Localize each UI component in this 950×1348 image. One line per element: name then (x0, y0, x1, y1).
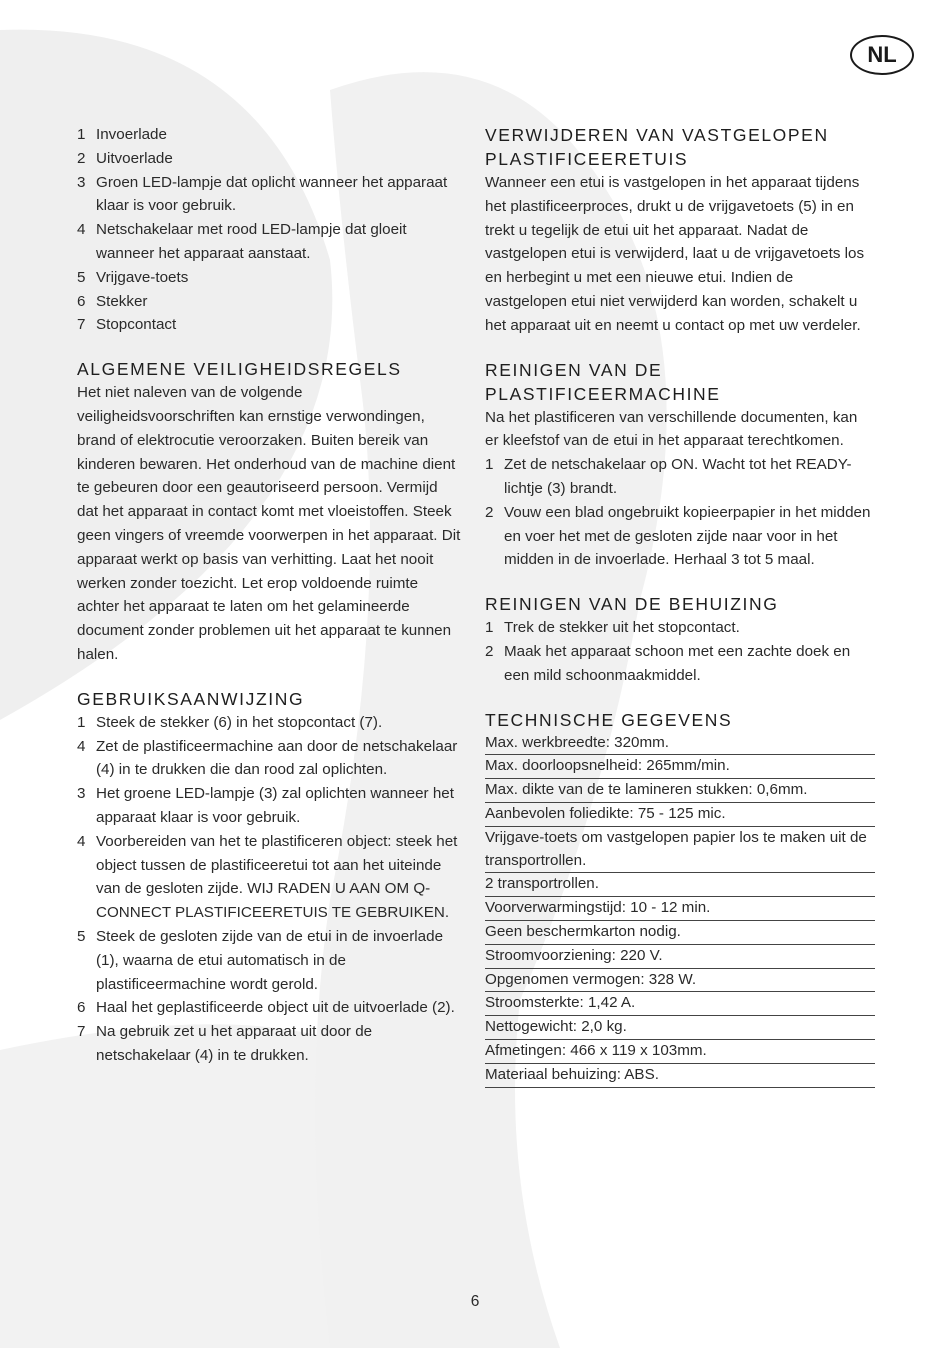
spec-row: Opgenomen vermogen: 328 W. (485, 969, 875, 993)
page-number: 6 (470, 1293, 480, 1310)
spec-row: 2 transportrollen. (485, 873, 875, 897)
section-heading-jam: VERWIJDEREN VAN VASTGELOPEN PLASTIFICEERETUIS (485, 125, 829, 169)
spec-row: Vrijgave-toets om vastgelopen papier los te maken uit de transportrollen. (485, 827, 875, 874)
list-item: 1 Zet de netschakelaar op ON. Wacht tot het READY-lichtje (3) brandt. (485, 456, 852, 497)
list-item: 6 Stekker (77, 292, 148, 310)
spec-row: Stroomsterkte: 1,42 A. (485, 992, 875, 1016)
spec-row: Afmetingen: 466 x 119 x 103mm. (485, 1040, 875, 1064)
list-item: 2 Maak het apparaat schoon met een zachte doek en een mild schoonmaakmiddel. (485, 642, 851, 684)
list-item: 4 Voorbereiden van het te plastificeren object: steek het object tussen de plastificeeretui tot aan het uiteinde van de gesloten zijde. WIJ RADEN U AAN OM Q-CONNECT PLASTIFICEERETUIS TE GEBRUIKEN. (77, 832, 458, 922)
left-column (77, 123, 462, 1068)
cleaning-housing-list (485, 616, 875, 687)
list-item: 5 Steek de gesloten zijde van de etui in de invoerlade (1), waarna de etui automatisch in de plastificeermachine wordt gerold. (77, 927, 444, 993)
list-item: 1 Trek de stekker uit het stopcontact. (485, 619, 740, 637)
safety-text: Het niet naleven van de volgende veiligheidsvoorschriften kan ernstige verwondingen, brand of elektrocutie veroorzaken. Buiten bereik van kinderen bewaren. Het onderhoud van de machine dient te gebeuren door een geautoriseerd persoon. Vermijd dat het apparaat in contact komt met vloeistoffen. Steek geen vingers of vreemde voorwerpen in het apparaat. Dit apparaat werkt op basis van verhitting. Laat het nooit werken zonder toezicht. Let erop voldoende ruimte achter het apparaat te laten om het gelamineerde document zonder problemen uit het apparaat te kunnen halen. (77, 384, 461, 663)
list-item: 1 Invoerlade (77, 126, 167, 143)
section-heading-usage: GEBRUIKSAANWIJZING (77, 688, 305, 709)
spec-row: Geen beschermkarton nodig. (485, 921, 875, 945)
spec-row: Voorverwarmingstijd: 10 - 12 min. (485, 897, 875, 921)
list-item: 5 Vrijgave-toets (77, 268, 189, 286)
spec-row: Max. werkbreedte: 320mm. (485, 732, 875, 756)
spec-row: Max. dikte van de te lamineren stukken: 0,6mm. (485, 779, 875, 803)
cleaning-machine-text: Na het plastificeren van verschillende documenten, kan er kleefstof van de etui in het apparaat terechtkomen. (485, 408, 858, 450)
section-heading-safety: ALGEMENE VEILIGHEIDSREGELS (77, 359, 402, 380)
list-item: 7 Stopcontact (77, 316, 177, 334)
spec-row: Stroomvoorziening: 220 V. (485, 945, 875, 969)
spec-row: Materiaal behuizing: ABS. (485, 1064, 875, 1088)
list-item: 2 Uitvoerlade (77, 149, 173, 167)
spec-row: Nettogewicht: 2,0 kg. (485, 1016, 875, 1040)
list-item: 3 Groen LED-lampje dat oplicht wanneer het apparaat klaar is voor gebruik. (77, 173, 448, 215)
list-item: 7 Na gebruik zet u het apparaat uit door de netschakelaar (4) in te drukken. (77, 1023, 373, 1064)
language-badge: NL (850, 35, 914, 75)
list-item: 6 Haal het geplastificeerde object uit de uitvoerlade (2). (77, 999, 455, 1017)
right-column (485, 123, 875, 1088)
list-item: 4 Zet de plastificeermachine aan door de netschakelaar (4) in te drukken die dan rood zal oplichten. (77, 737, 458, 779)
legend-list (77, 123, 462, 337)
section-heading-cleaning-machine: REINIGEN VAN DE PLASTIFICEERMACHINE (485, 359, 721, 404)
usage-list (77, 711, 462, 1068)
spec-row: Max. doorloopsnelheid: 265mm/min. (485, 755, 875, 779)
jam-text: Wanneer een etui is vastgelopen in het apparaat tijdens het plastificeerproces, drukt u de vrijgavetoets (5) in en trekt u tegelijk de etui uit het apparaat. Nadat de vastgelopen etui is verwijderd, laat u de vrijgavetoets los en herbegint u met een nieuwe etui. Indien de vastgelopen etui niet verwijderd kan worden, schakelt u het apparaat uit en neemt u contact op met uw verdeler. (485, 174, 865, 334)
list-item: 1 Steek de stekker (6) in het stopcontact (7). (77, 713, 383, 731)
list-item: 2 Vouw een blad ongebruikt kopieerpapier in het midden en voer het met de gesloten zijde naar voor in het midden in de invoerlade. Herhaal 3 tot 5 maal. (485, 503, 871, 569)
section-heading-cleaning-housing: REINIGEN VAN DE BEHUIZING (485, 594, 779, 615)
cleaning-machine-list (485, 453, 875, 572)
section-heading-specs: TECHNISCHE GEGEVENS (485, 709, 733, 730)
spec-row: Aanbevolen foliedikte: 75 - 125 mic. (485, 803, 875, 827)
list-item: 3 Het groene LED-lampje (3) zal oplichten wanneer het apparaat klaar is voor gebruik. (77, 785, 454, 826)
specs-table (485, 732, 875, 1088)
list-item: 4 Netschakelaar met rood LED-lampje dat gloeit wanneer het apparaat aanstaat. (77, 221, 407, 262)
